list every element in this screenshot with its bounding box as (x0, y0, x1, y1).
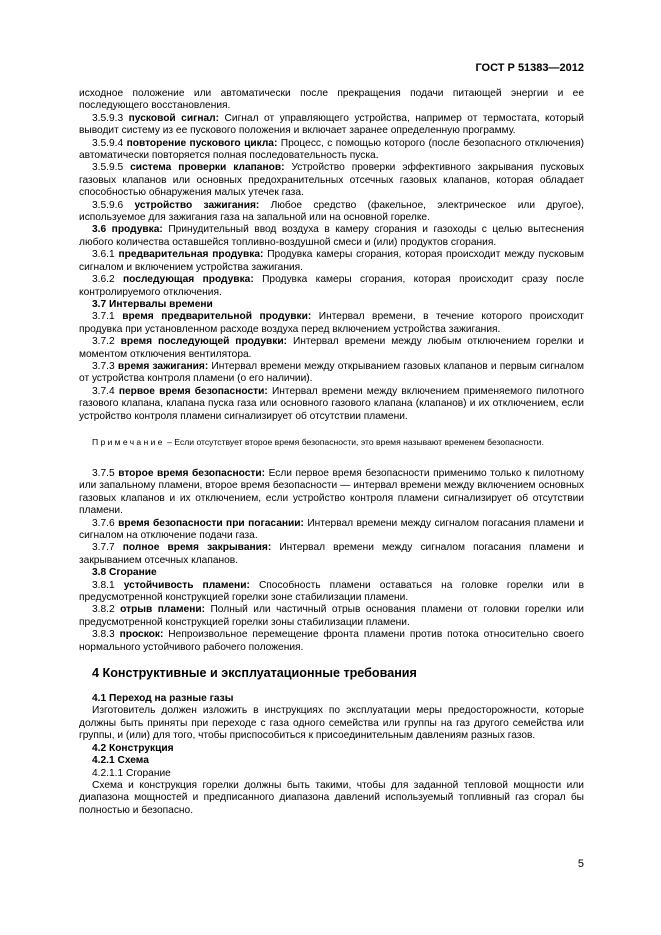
clause-3-6-1: 3.6.1 предварительная продувка: Продувка камеры сгорания, которая происходит между пусковым сигналом и включением устройства зажигания. (79, 249, 584, 273)
clause-term: последующая продувка: (123, 274, 254, 286)
page-content (79, 88, 584, 817)
clause-3-7-3: 3.7.3 время зажигания: Интервал времени между открыванием газовых клапанов и первым сигналом от устройства контроля пламени (о его наличии). (79, 360, 584, 385)
clause-term: отрыв пламени: (120, 604, 206, 616)
note-text: – Если отсутствует второе время безопасности, это время называют временем безопасности. (167, 436, 544, 447)
clause-4-2-1-1-text: Схема и конструкция горелки должны быть такими, чтобы для заданной тепловой мощности или диапазона мощностей и предписанного диапазона давлений используемый топливный газ сгорал бы полностью и безопасно. (79, 779, 584, 816)
clause-term: система проверки клапанов: (130, 162, 285, 174)
clause-3-7-2: 3.7.2 время последующей продувки: Интервал времени между любым отключением горелки и моментом отключения вентилятора. (79, 336, 584, 360)
clause-3-5-9-5: 3.5.9.5 система проверки клапанов: Устройство проверки эффективного закрывания пусковых газовых клапанов или основных предохранительных отсечных газовых клапанов, которая обладает способностью обнаружения малых утечек газа. (79, 162, 584, 199)
clause-term: пусковой сигнал: (128, 112, 220, 124)
clause-term: время предварительной продувки: (122, 311, 312, 323)
clause-3-7-1: 3.7.1 время предварительной продувки: Интервал времени, в течение которого происходит продувка при установленном расходе воздуха перед включением устройства зажигания. (79, 311, 584, 335)
clause-term: полное время закрывания: (122, 542, 272, 554)
clause-3-8-1: 3.8.1 устойчивость пламени: Способность пламени оставаться на головке горелки или в предусмотренной конструкцией горелки зоне стабилизации пламени. (79, 579, 584, 604)
clause-3-5-9-3: 3.5.9.3 пусковой сигнал: Сигнал от управляющего устройства, например от термостата, который выводит систему из ее пускового положения и включает заранее определенную программу. (79, 112, 584, 137)
clause-term: предварительная продувка: (118, 249, 264, 261)
note (79, 437, 584, 448)
clause-3-7-7: 3.7.7 полное время закрывания: Интервал времени между сигналом погасания пламени и закрыванием отсечных клапанов. (79, 542, 584, 566)
clause-4-1-title: 4.1 Переход на разные газы (92, 693, 234, 705)
clause-term: проскок: (119, 629, 164, 641)
clause-term: первое время безопасности: (118, 385, 268, 397)
clause-term: повторение пускового цикла: (126, 137, 278, 149)
note-label: Примечание (92, 436, 165, 447)
paragraph-continuation: исходное положение или автоматически после прекращения подачи питающей энергии и ее последующего восстановления. (79, 88, 584, 112)
clause-term: время зажигания: (117, 360, 209, 372)
clause-3-8-2: 3.8.2 отрыв пламени: Полный или частичный отрыв основания пламени от головки горелки или предусмотренной конструкцией горелки зоны стабилизации пламени. (79, 604, 584, 628)
clause-3-5-9-6: 3.5.9.6 устройство зажигания: Любое средство (факельное, электрическое или другое), используемое для зажигания газа на запальной или на основной горелке. (79, 199, 584, 224)
clause-term: продувка: (111, 224, 163, 236)
clause-term: устойчивость пламени: (123, 579, 250, 591)
clause-4-2-1-1-title: 4.2.1.1 Сгорание (92, 767, 171, 779)
section-4-heading: 4 Конструктивные и эксплуатационные требования (92, 666, 417, 681)
clause-3-7-4: 3.7.4 первое время безопасности: Интервал времени между включением применяемого пилотного газового клапана, клапана пуска газа или основного газового клапана (клапанов) и их отключением, если устройство контроля пламени сигнализирует об отсутствии пламени. (79, 385, 584, 422)
page-header: ГОСТ Р 51383—2012 (475, 62, 584, 74)
clause-term: второе время безопасности: (118, 467, 266, 479)
clause-3-7-5: 3.7.5 второе время безопасности: Если первое время безопасности применимо только к пилотному или запальному пламени, второе время безопасности — интервал времени между включением основных газовых клапанов и их отключением, если устройство контроля пламени сигнализирует об отсутствии пламени. (79, 467, 584, 517)
page-number: 5 (577, 858, 584, 870)
clause-term: время безопасности при погасании: (118, 517, 304, 529)
clause-4-1-text: Изготовитель должен изложить в инструкциях по эксплуатации меры предосторожности, которые должны быть приняты при переходе с газа одного семейства или группы на газ другого семейства или группы, и (или) для того, чтобы приспособиться к присоединительным давлениям разных газов. (79, 705, 584, 742)
clause-3-7-heading: 3.7 Интервалы времени (92, 298, 213, 310)
clause-3-7-6: 3.7.6 время безопасности при погасании: Интервал времени между сигналом погасания пламени и сигналом на отключение подачи газа. (79, 517, 584, 541)
clause-4-2-title: 4.2 Конструкция (92, 742, 174, 754)
clause-3-8-heading: 3.8 Сгорание (92, 567, 157, 579)
clause-3-6: 3.6 продувка: Принудительный ввод воздуха в камеру сгорания и газоходы с целью вытеснения любого количества оставшейся топливно-воздушной смеси и (или) продуктов сгорания. (79, 224, 584, 248)
clause-3-8-3: 3.8.3 проскок: Непроизвольное перемещение фронта пламени против потока относительно своего нормального устойчивого рабочего положения. (79, 629, 584, 653)
clause-term: устройство зажигания: (134, 199, 260, 211)
clause-term: время последующей продувки: (120, 336, 288, 348)
clause-4-2-1-title: 4.2.1 Схема (92, 755, 149, 767)
clause-3-6-2: 3.6.2 последующая продувка: Продувка камеры сгорания, которая происходит сразу после контролируемого отключения. (79, 274, 584, 298)
clause-3-5-9-4: 3.5.9.4 повторение пускового цикла: Процесс, с помощью которого (после безопасного отключения) автоматически повторяется полная последовательность пуска. (79, 137, 584, 162)
